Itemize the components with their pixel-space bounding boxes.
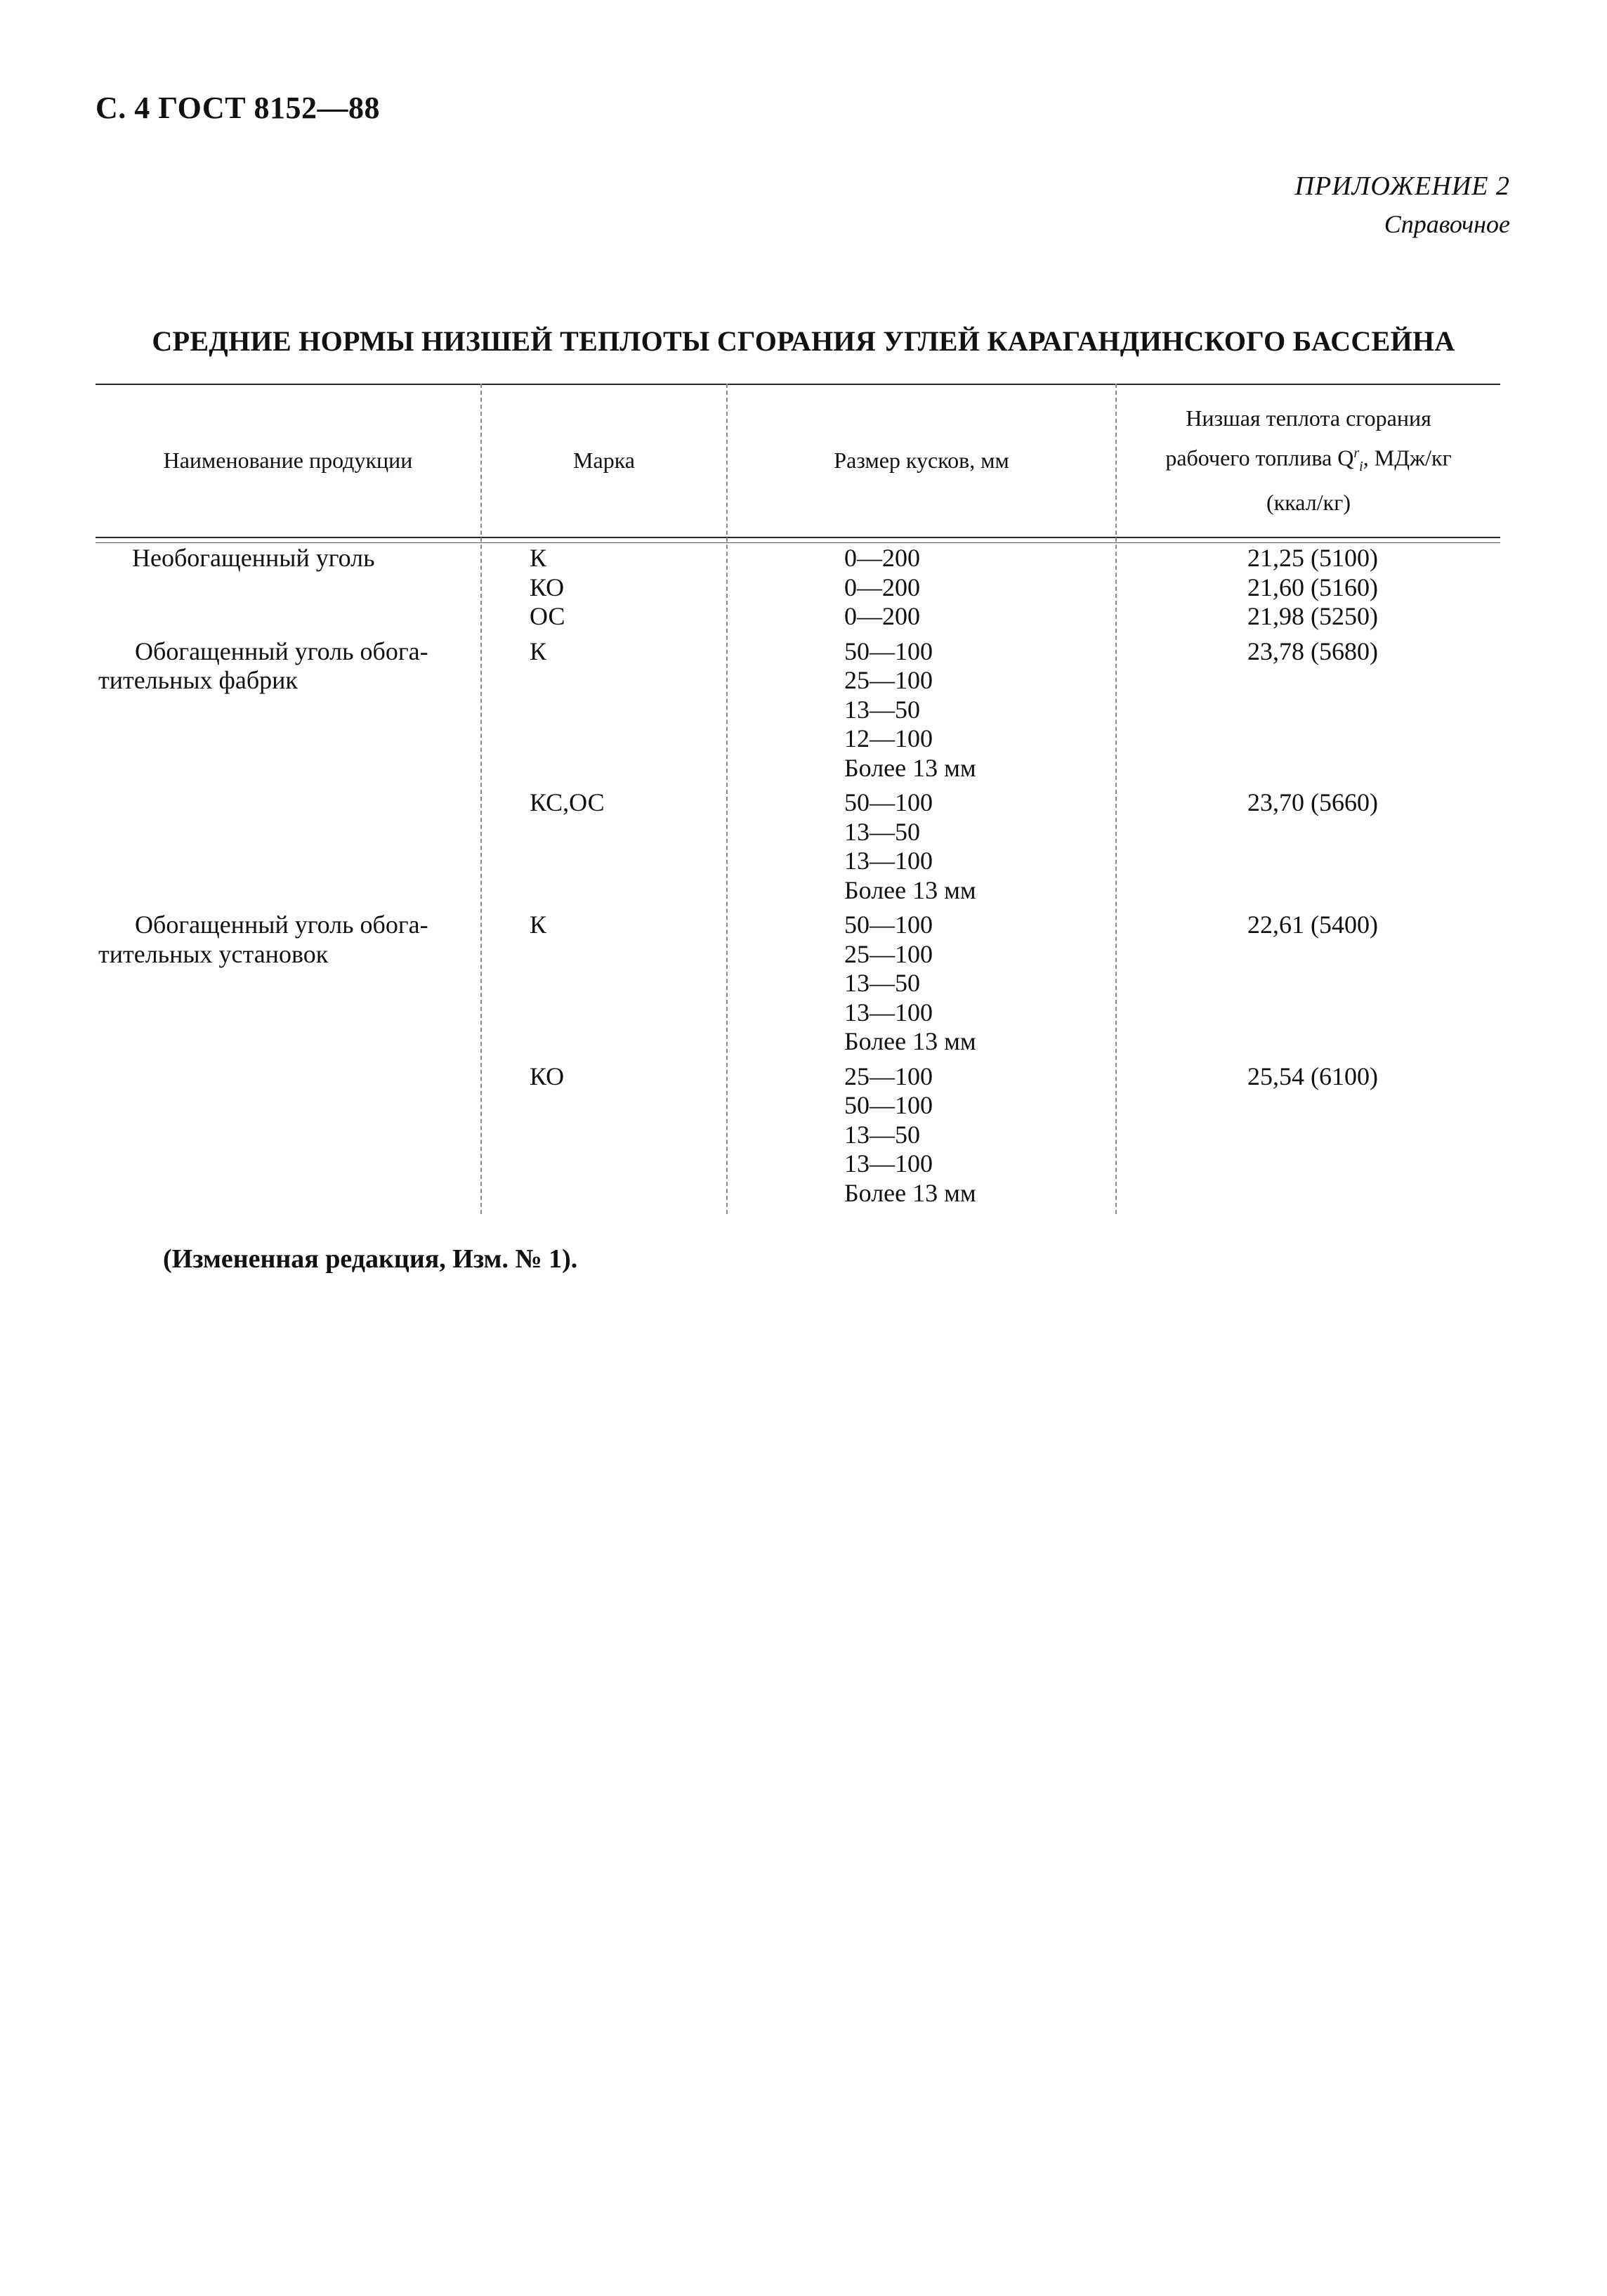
heat-value: 21,25 (5100): [1247, 544, 1378, 572]
heat-cell: [1115, 637, 1500, 783]
size-value: 13—50: [844, 817, 920, 846]
product-name: Необогащенный уголь: [132, 544, 375, 572]
column-header-heat: [1117, 384, 1500, 537]
size-cell: [726, 911, 1115, 1057]
product-cell: [96, 788, 480, 905]
table-body: [96, 544, 1500, 1208]
heat-cell: [1115, 911, 1500, 1057]
size-value: 50—100: [844, 1091, 933, 1119]
table-row: [96, 544, 1500, 632]
size-value: 50—100: [844, 788, 933, 816]
grade-value: К: [530, 544, 547, 572]
heat-value: 23,78 (5680): [1247, 637, 1378, 665]
size-value: 12—100: [844, 724, 933, 752]
size-value: 50—100: [844, 637, 933, 665]
grade-value: КО: [530, 1062, 565, 1090]
table-header-rule: [96, 537, 1500, 538]
grade-value: К: [530, 911, 547, 939]
size-cell: [726, 637, 1115, 783]
heat-label: рабочего топлива Q: [1165, 445, 1354, 471]
appendix-label: [1295, 167, 1510, 243]
size-value: 13—50: [844, 1120, 920, 1149]
size-value: 13—100: [844, 998, 933, 1026]
table-row: [96, 637, 1500, 783]
product-name: Обогащенный уголь обога-тительных фабрик: [98, 637, 428, 694]
size-value: Более 13 мм: [844, 1027, 976, 1055]
table-row: [96, 788, 1500, 905]
size-cell: [726, 788, 1115, 905]
size-value: Более 13 мм: [844, 875, 976, 904]
grade-cell: [480, 637, 726, 783]
size-cell: [726, 544, 1115, 632]
column-header-heat-line3: (ккал/кг): [1266, 489, 1351, 515]
appendix-title: ПРИЛОЖЕНИЕ 2: [1294, 171, 1510, 201]
heat-value: 21,60 (5160): [1247, 573, 1378, 601]
heat-value: 21,98 (5250): [1247, 602, 1378, 630]
table-row: [96, 911, 1500, 1057]
grade-value: ОС: [530, 602, 565, 630]
product-cell: [96, 637, 480, 783]
grade-value: КО: [530, 573, 565, 601]
size-value: Более 13 мм: [844, 753, 976, 782]
size-cell: [726, 1062, 1115, 1208]
grade-cell: [480, 911, 726, 1057]
column-header-size: [728, 384, 1115, 537]
size-value: 50—100: [844, 911, 933, 939]
size-value: 0—200: [844, 544, 920, 572]
size-value: 0—200: [844, 602, 920, 630]
heat-cell: [1115, 788, 1500, 905]
size-value: 0—200: [844, 573, 920, 601]
heat-value: 23,70 (5660): [1247, 788, 1378, 816]
heat-subscript: i: [1359, 459, 1363, 475]
amendment-note: (Измененная редакция, Изм. № 1).: [163, 1244, 578, 1274]
size-value: 13—100: [844, 1149, 933, 1178]
column-header-product: [96, 384, 480, 537]
document-title: СРЕДНИЕ НОРМЫ НИЗШЕЙ ТЕПЛОТЫ СГОРАНИЯ УГЛЕЙ КАРАГАНДИНСКОГО БАССЕЙНА: [152, 325, 1455, 357]
product-cell: [96, 544, 480, 632]
size-value: 25—100: [844, 1062, 933, 1090]
size-value: 13—50: [844, 695, 920, 724]
column-header-heat-line1: Низшая теплота сгорания: [1186, 405, 1431, 431]
grade-cell: [480, 544, 726, 632]
grade-cell: [480, 788, 726, 905]
grade-value: КС,ОС: [530, 788, 605, 816]
heat-superscript: r: [1353, 445, 1360, 462]
column-header-heat-line2: [1165, 436, 1451, 484]
page-header: С. 4 ГОСТ 8152—88: [96, 91, 381, 125]
column-header-grade: [482, 384, 726, 537]
grade-cell: [480, 1062, 726, 1208]
product-name: Обогащенный уголь обога-тительных установок: [98, 911, 428, 968]
column-header-size-text: Размер кусков, мм: [834, 448, 1009, 473]
size-value: 25—100: [844, 939, 933, 968]
size-value: 13—50: [844, 969, 920, 997]
product-cell: [96, 911, 480, 1057]
column-header-product-text: Наименование продукции: [163, 448, 413, 473]
heat-unit: , МДж/кг: [1363, 445, 1452, 471]
heat-value: 25,54 (6100): [1247, 1062, 1378, 1090]
table-header-rule-secondary: [96, 542, 1500, 543]
size-value: Более 13 мм: [844, 1178, 976, 1207]
product-cell: [96, 1062, 480, 1208]
size-value: 13—100: [844, 847, 933, 875]
appendix-subtitle: Справочное: [1384, 210, 1510, 238]
heat-cell: [1115, 1062, 1500, 1208]
size-value: 25—100: [844, 666, 933, 694]
grade-value: К: [530, 637, 547, 665]
heat-cell: [1115, 544, 1500, 632]
heat-value: 22,61 (5400): [1247, 911, 1378, 939]
table-row: [96, 1062, 1500, 1208]
column-header-grade-text: Марка: [573, 448, 635, 473]
